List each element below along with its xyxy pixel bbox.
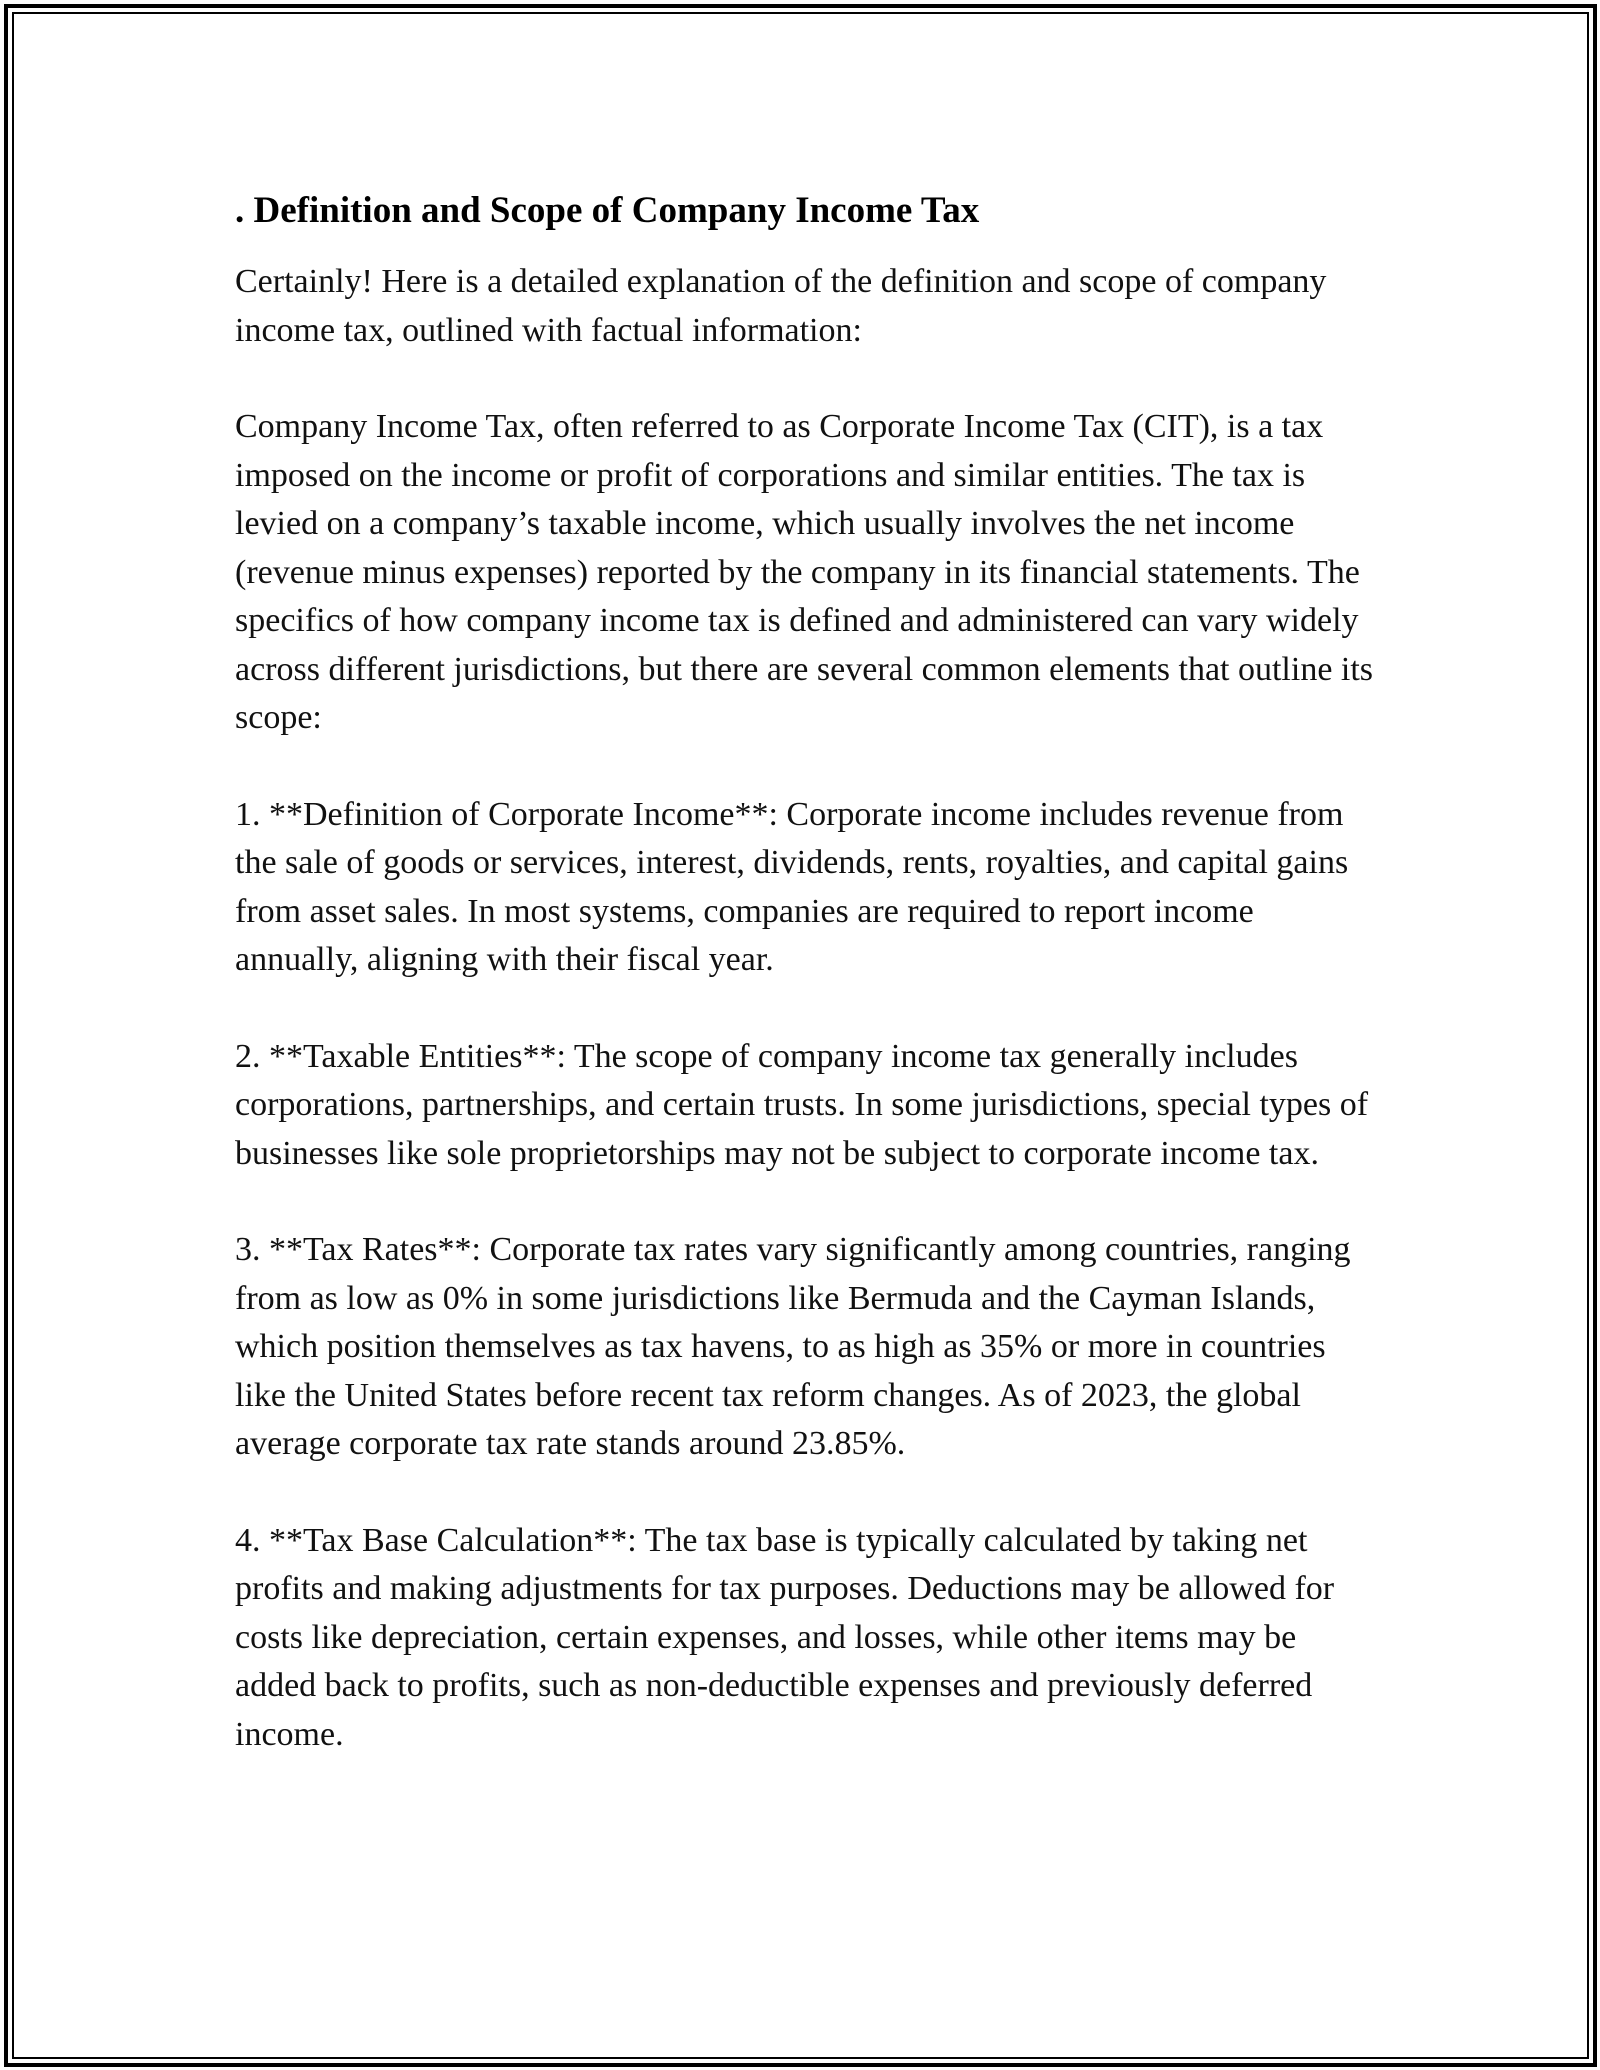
list-item-tax-rates: 3. **Tax Rates**: Corporate tax rates vary significantly among countries, ranging from as low as 0% in some jurisdictions like Bermuda and the Cayman Islands, which position themselves as tax havens, to as high as 35% or more in countries like the United States before recent tax reform changes. As of 2023, the global average corporate tax rate stands around 23.85%. <box>235 1231 1351 1462</box>
list-item-tax-base-calculation: 4. **Tax Base Calculation**: The tax base is typically calculated by taking net profits and making adjustments for tax purposes. Deductions may be allowed for costs like depreciation, certain expenses, and losses, while other items may be added back to profits, such as non-deductible expenses and previously deferred income. <box>235 1521 1335 1753</box>
section-heading: . Definition and Scope of Company Income Tax <box>235 190 980 231</box>
list-item-taxable-entities: 2. **Taxable Entities**: The scope of company income tax generally includes corporations, partnerships, and certain trusts. In some jurisdictions, special types of businesses like sole proprietorships may not be subject to corporate income tax. <box>235 1037 1369 1172</box>
list-item-corporate-income: 1. **Definition of Corporate Income**: Corporate income includes revenue from the sale of goods or services, interest, dividends, rents, royalties, and capital gains from asset sales. In most systems, companies are required to report income annually, aligning with their fiscal year. <box>235 795 1349 978</box>
intro-paragraph: Certainly! Here is a detailed explanation of the definition and scope of company income tax, outlined with factual information: <box>235 263 1327 349</box>
document-body <box>235 186 1375 1807</box>
definition-paragraph: Company Income Tax, often referred to as Corporate Income Tax (CIT), is a tax imposed on the income or profit of corporations and similar entities. The tax is levied on a company’s taxable income, which usually involves the net income (revenue minus expenses) reported by the company in its financial statements. The specifics of how company income tax is defined and administered can vary widely across different jurisdictions, but there are several common elements that outline its scope: <box>235 408 1374 736</box>
